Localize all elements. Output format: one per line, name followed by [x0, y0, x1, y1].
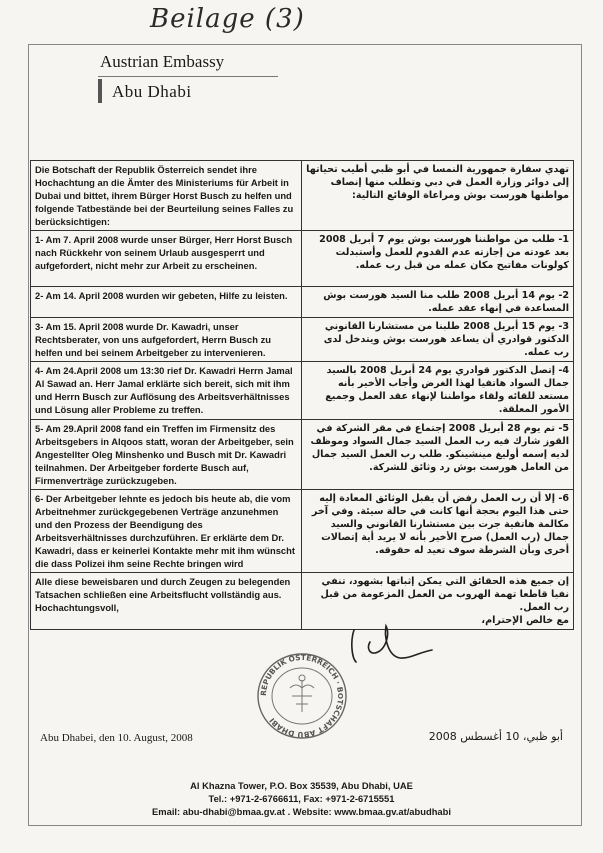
arabic-cell: 1- طلب من مواطننا هورست بوش يوم 7 أبريل 2008 بعد عودته من إجازته عدم القدوم للعمل وأستبدلت كولونات مفاتيح مكان عمله من قبل رب عمله.	[302, 231, 574, 287]
stamp-text: REPUBLIK ÖSTERREICH · BOTSCHAFT ABU DHABI	[258, 652, 346, 740]
footer-phone: Tel.: +971-2-6766611, Fax: +971-2-6715551	[208, 793, 395, 804]
arabic-cell: 4- إتصل الدكتور قوادري يوم 24 أبريل 2008 بالسيد جمال السواد هاتفيا لهذا الغرض وأجاب الأخير بأنه مستعد للقائه ولقاء مواطننا لإنهاء عقد العمل وجميع الأمور المعلقة.	[302, 362, 574, 420]
embassy-stamp	[254, 650, 350, 742]
german-cell: Die Botschaft der Republik Österreich sendet ihre Hochachtung an die Ämter des Ministeriums für Arbeit in Dubai und bittet, ihrem Bürger Horst Busch zu helfen und folgende Tatbestände bei der Beurteilung seines Falles zu berücksichtigen:	[31, 161, 302, 231]
german-cell: 3- Am 15. April 2008 wurde Dr. Kawadri, unser Rechtsberater, von uns aufgefordert, Herrn Busch zu helfen und bei seinem Arbeitgeber zu intervenieren.	[31, 318, 302, 362]
handwritten-annotation: Beilage (3)	[150, 4, 305, 34]
german-cell: 1- Am 7. April 2008 wurde unser Bürger, Herr Horst Busch nach Rückkehr von seinem Urlaub ausgesperrt und aufgefordert, nicht mehr zur Arbeit zu erscheinen.	[31, 231, 302, 287]
table-row	[31, 490, 574, 573]
table-row	[31, 161, 574, 231]
header-bar	[98, 79, 102, 103]
footer-address: Al Khazna Tower, P.O. Box 35539, Abu Dhabi, UAE	[190, 780, 413, 791]
german-cell: 5- Am 29.April 2008 fand ein Treffen im Firmensitz des Arbeitsgebers in Alqoos statt, woran der Arbeitgeber, sein Angestellter Oleg Minshenko und Busch mit Dr. Kawadri teilnahmen. Der Arbeitgeber forderte Busch auf, Firmenverträge zurückzugeben.	[31, 420, 302, 490]
table-row	[31, 231, 574, 287]
signature	[340, 612, 450, 672]
german-cell: 2- Am 14. April 2008 wurden wir gebeten, Hilfe zu leisten.	[31, 287, 302, 318]
arabic-cell: 6- إلا أن رب العمل رفض أن يقبل الوثائق المعادة إليه حتى هذا اليوم بحجة أنها كانت في حالة سيئة. وفي آخر مكالمة هاتفية جرت بين مستشارنا القانوني والسيد جمال (رب العمل) صرح الأخير بأنه لا يريد أية إتصالات أخرى وبأن الشرطة سوف تعيد له حقوقه.	[302, 490, 574, 573]
date-arabic: أبو ظبي، 10 أغسطس 2008	[428, 730, 563, 743]
header-divider	[98, 76, 278, 77]
embassy-city: Abu Dhabi	[112, 82, 192, 101]
arabic-cell: تهدي سفارة جمهورية النمسا في أبو ظبي أطيب تحياتها إلى دوائر وزارة العمل في دبي وتطلب منها إنصاف مواطنها هورست بوش ومراعاة الوقائع التالية:	[302, 161, 574, 231]
table-row	[31, 420, 574, 490]
arabic-cell: إن جميع هذه الحقائق التي يمكن إثباتها بشهود، تنفي نفيا قاطعا تهمة الهروب من العمل المزعومة من قبل رب العمل. مع خالص الإحترام،	[302, 573, 574, 630]
eagle-emblem	[290, 675, 314, 712]
date-german: Abu Dhabei, den 10. August, 2008	[40, 732, 193, 744]
footer-contact: Email: abu-dhabi@bmaa.gv.at . Website: www.bmaa.gv.at/abudhabi	[152, 806, 451, 817]
german-cell: 4- Am 24.April 2008 um 13:30 rief Dr. Kawadri Herrn Jamal Al Sawad an. Herr Jamal erklärte sich bereit, sich mit ihm und Herrn Busch zur Auflösung des Arbeitsverhältnisses und Lösung aller Probleme zu treffen.	[31, 362, 302, 420]
arabic-cell: 5- تم يوم 28 أبريل 2008 إجتماع في مقر الشركة في القوز شارك فيه رب العمل السيد جمال السواد وموظف لديه إسمه أوليغ مينشينكو. طلب رب العمل السيد جمال من العامل هورست بوش رد وثائق للشركة.	[302, 420, 574, 490]
table-row	[31, 287, 574, 318]
table-row	[31, 573, 574, 630]
german-cell: 6- Der Arbeitgeber lehnte es jedoch bis heute ab, die vom Arbeitnehmer zurückgegebenen Verträge anzunehmen und den Prozess der Beendigung des Arbeitsverhältnisses durchzuführen. Er erklärte dem Dr. Kawadri, dass er keinerlei Kontakte mehr mit ihm wünscht die dass Polizei ihm seine Rechte bringen wird	[31, 490, 302, 573]
table-row	[31, 362, 574, 420]
table-row	[31, 318, 574, 362]
german-cell: Alle diese beweisbaren und durch Zeugen zu belegenden Tatsachen schließen eine Arbeitsflucht vollständig aus. Hochachtungsvoll,	[31, 573, 302, 630]
arabic-cell: 2- يوم 14 أبريل 2008 طلب منا السيد هورست بوش المساعدة في إنهاء عقد عمله.	[302, 287, 574, 318]
embassy-name: Austrian Embassy	[100, 52, 225, 71]
bilingual-letter-table	[30, 160, 574, 630]
arabic-cell: 3- يوم 15 أبريل 2008 طلبنا من مستشارنا القانوني الدكتور قوادري أن يساعد هورست بوش ويتدخل لدى رب عمله.	[302, 318, 574, 362]
